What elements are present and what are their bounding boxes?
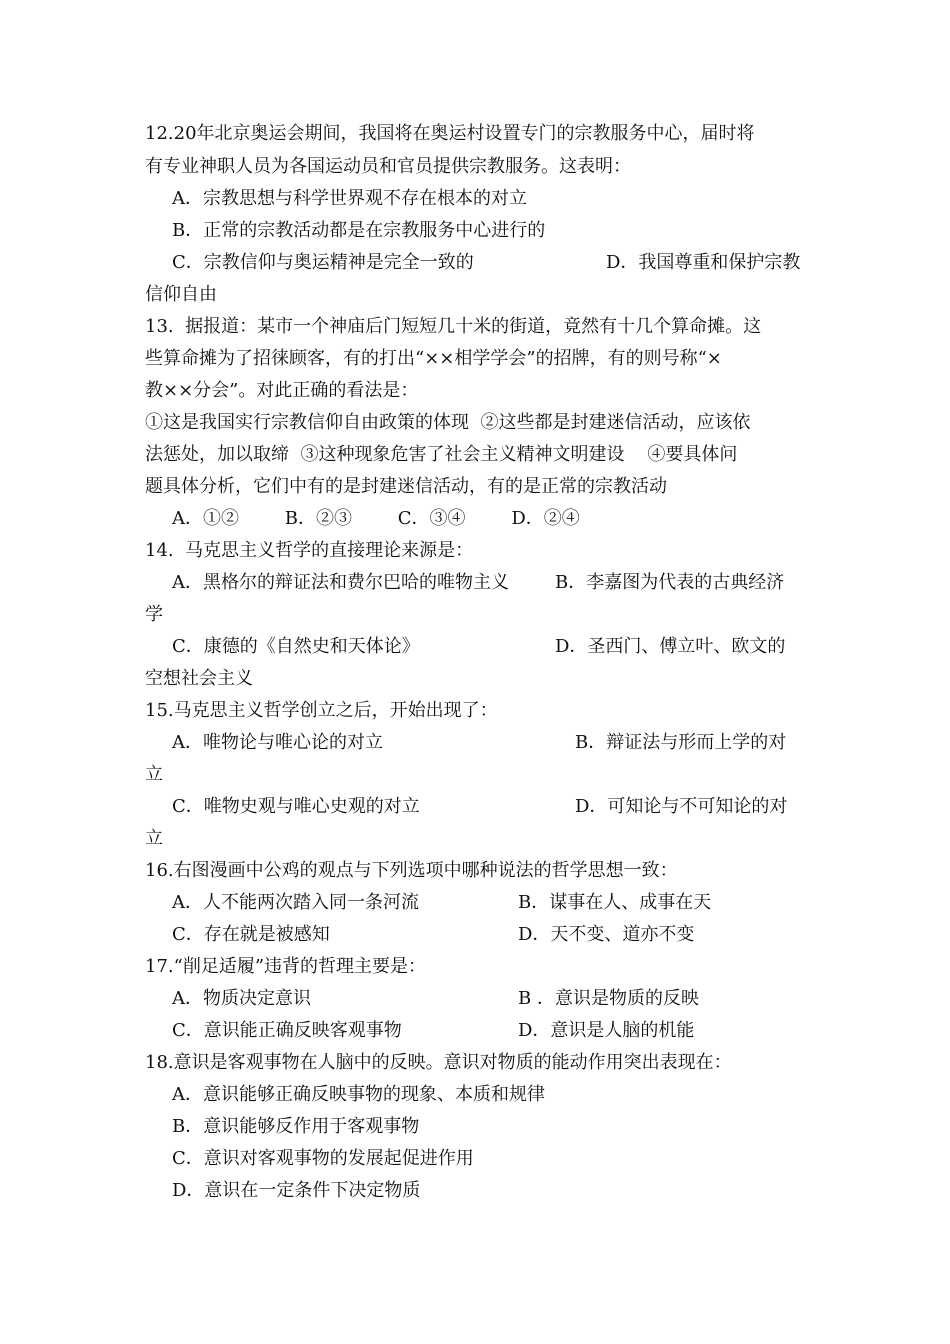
q13-stem-line2: 些算命摊为了招徕顾客，有的打出“××相学学会”的招牌，有的则号称“×	[145, 348, 722, 369]
q15-stem: 15.马克思主义哲学创立之后，开始出现了：	[145, 700, 498, 721]
q14-option-c: C．康德的《自然史和天体论》	[172, 636, 420, 657]
q17-option-d: D．意识是人脑的机能	[518, 1020, 695, 1041]
q14-option-b: B．李嘉图为代表的古典经济	[555, 572, 785, 593]
q17-stem: 17.“削足适履”违背的哲理主要是：	[145, 956, 427, 977]
q12-stem-line1: 12.20年北京奥运会期间，我国将在奥运村设置专门的宗教服务中心，届时将	[145, 123, 755, 144]
q13-stem-line3: 教××分会”。对此正确的看法是：	[145, 380, 419, 401]
q15-option-c: C．唯物史观与唯心史观的对立	[172, 796, 420, 817]
q18-option-c: C．意识对客观事物的发展起促进作用	[172, 1148, 474, 1169]
q18-stem: 18.意识是客观事物在人脑中的反映。意识对物质的能动作用突出表现在：	[145, 1052, 732, 1073]
q15-option-a: A．唯物论与唯心论的对立	[172, 732, 383, 753]
q14-option-d-cont: 空想社会主义	[145, 668, 253, 689]
q16-option-b: B．谋事在人、成事在天	[518, 892, 712, 913]
q18-option-b: B．意识能够反作用于客观事物	[172, 1116, 420, 1137]
q12-option-b: B．正常的宗教活动都是在宗教服务中心进行的	[172, 220, 546, 241]
q16-stem: 16.右图漫画中公鸡的观点与下列选项中哪种说法的哲学思想一致：	[145, 860, 678, 881]
q12-option-a: A．宗教思想与科学世界观不存在根本的对立	[172, 188, 527, 209]
q14-option-d: D．圣西门、傅立叶、欧文的	[555, 636, 786, 657]
q13-options: A．①② B．②③ C．③④ D．②④	[172, 508, 580, 529]
q16-option-d: D．天不变、道亦不变	[518, 924, 695, 945]
q12-option-c: C．宗教信仰与奥运精神是完全一致的	[172, 252, 474, 273]
q17-option-a: A．物质决定意识	[172, 988, 311, 1009]
q16-option-c: C．存在就是被感知	[172, 924, 330, 945]
q13-items-line3: 题具体分析，它们中有的是封建迷信活动，有的是正常的宗教活动	[145, 476, 667, 497]
q14-stem: 14. 马克思主义哲学的直接理论来源是：	[145, 540, 474, 561]
q15-option-b: B．辩证法与形而上学的对	[575, 732, 787, 753]
q13-stem-line1: 13. 据报道：某市一个神庙后门短短几十米的街道，竟然有十几个算命摊。这	[145, 316, 762, 337]
q13-items-line2: 法惩处，加以取缔 ③这种现象危害了社会主义精神文明建设 ④要具体问	[145, 444, 738, 465]
q15-option-b-cont: 立	[145, 764, 163, 785]
q15-option-d-cont: 立	[145, 828, 163, 849]
q18-option-d: D．意识在一定条件下决定物质	[172, 1180, 421, 1201]
q12-option-d-cont: 信仰自由	[145, 284, 217, 305]
q15-option-d: D．可知论与不可知论的对	[575, 796, 788, 817]
q16-option-a: A．人不能两次踏入同一条河流	[172, 892, 419, 913]
q17-option-c: C．意识能正确反映客观事物	[172, 1020, 402, 1041]
q12-stem-line2: 有专业神职人员为各国运动员和官员提供宗教服务。这表明：	[145, 156, 631, 177]
q12-option-d: D．我国尊重和保护宗教	[606, 252, 801, 273]
q14-option-b-cont: 学	[145, 604, 163, 625]
q14-option-a: A．黑格尔的辩证法和费尔巴哈的唯物主义	[172, 572, 509, 593]
q18-option-a: A．意识能够正确反映事物的现象、本质和规律	[172, 1084, 545, 1105]
q13-items-line1: ①这是我国实行宗教信仰自由政策的体现 ②这些都是封建迷信活动，应该依	[145, 412, 751, 433]
q17-option-b: B ．意识是物质的反映	[518, 988, 699, 1009]
